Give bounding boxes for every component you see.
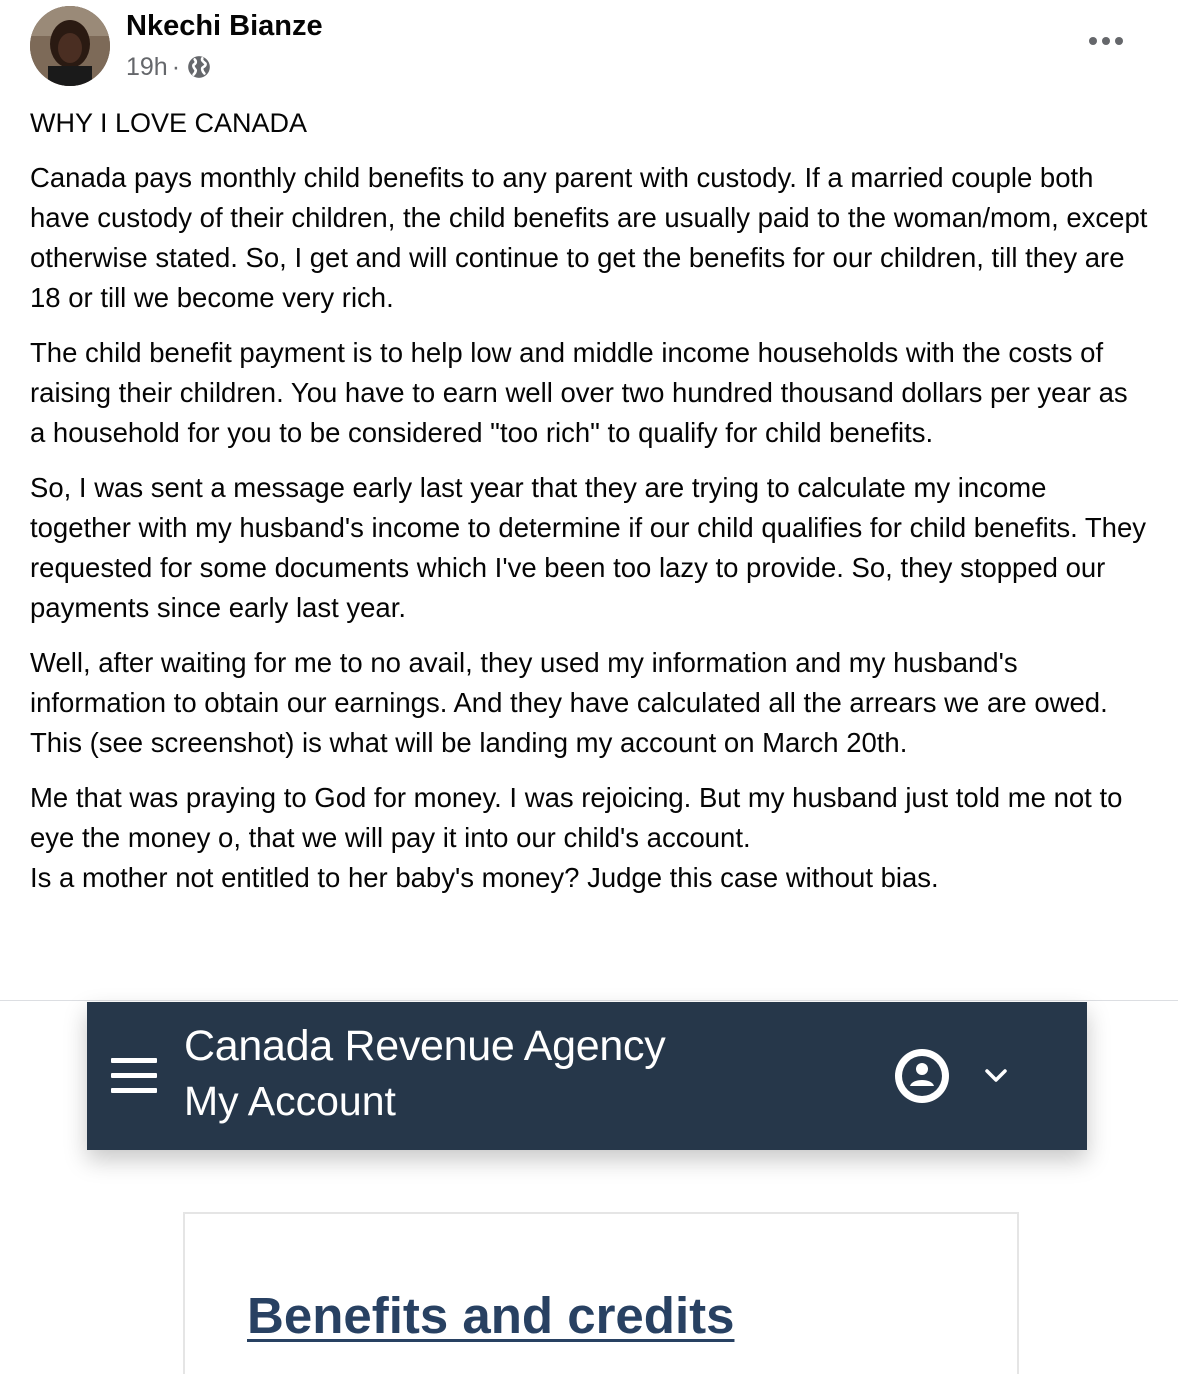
- post-time[interactable]: 19h: [126, 52, 168, 81]
- post-closing: [30, 778, 1150, 898]
- closing-line: Me that was praying to God for money. I was rejoicing. But my husband just told me not to eye the money o, that we will pay it into our child's account.: [30, 782, 1123, 853]
- divider: [0, 1000, 1178, 1001]
- chevron-down-icon[interactable]: [983, 1064, 1009, 1086]
- post-paragraph: The child benefit payment is to help low and middle income households with the costs of raising their children. You have to earn well over two hundred thousand dollars per year as a household for you to be considered "too rich" to qualify for child benefits.: [30, 337, 1128, 448]
- benefits-and-credits-link[interactable]: Benefits and credits: [247, 1287, 735, 1344]
- more-options-button[interactable]: [1082, 26, 1130, 56]
- account-icon[interactable]: [892, 1046, 952, 1106]
- globe-icon: [186, 54, 212, 80]
- author-name[interactable]: Nkechi Bianze: [126, 10, 323, 42]
- hamburger-menu-icon[interactable]: [111, 1058, 157, 1094]
- cra-header-bar: [87, 1002, 1087, 1150]
- post-title: WHY I LOVE CANADA: [30, 108, 308, 138]
- post-paragraph: Canada pays monthly child benefits to any parent with custody. If a married couple both have custody of their children, the child benefits are usually paid to the woman/mom, except otherwise stated. So, I get and will continue to get the benefits for our children, till they are 18 or till we become very rich.: [30, 162, 1148, 313]
- my-account-title: My Account: [184, 1078, 396, 1124]
- post-paragraph: So, I was sent a message early last year that they are trying to calculate my income together with my husband's income to determine if our child qualifies for child benefits. They requested for some documents which I've been too lazy to provide. So, they stopped our payments since early last year.: [30, 472, 1147, 623]
- meta-separator: ·: [171, 52, 181, 81]
- agency-title: Canada Revenue Agency: [184, 1022, 666, 1070]
- avatar-image: [30, 6, 110, 86]
- avatar[interactable]: [30, 6, 110, 86]
- post-meta: [126, 52, 212, 82]
- benefits-card: [183, 1212, 1019, 1374]
- closing-line: Is a mother not entitled to her baby's money? Judge this case without bias.: [30, 862, 939, 893]
- post-body: [30, 103, 1150, 898]
- post-header: [0, 0, 1178, 100]
- more-options-icon: [1088, 36, 1124, 46]
- post-paragraph: Well, after waiting for me to no avail, they used my information and my husband's information to obtain our earnings. And they have calculated all the arrears we are owed. This (see screenshot) is what will be landing my account on March 20th.: [30, 647, 1108, 758]
